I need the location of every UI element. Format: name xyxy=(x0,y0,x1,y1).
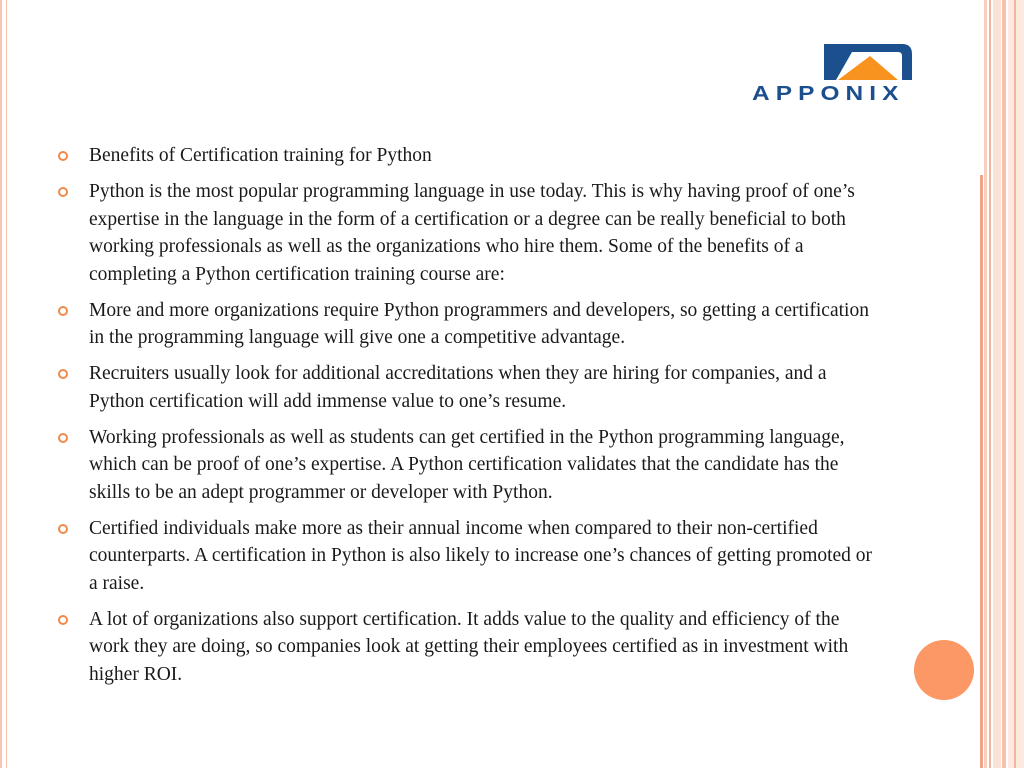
apponix-logo xyxy=(752,42,980,104)
stripe xyxy=(989,0,991,768)
list-item xyxy=(56,424,876,507)
bullet-list xyxy=(56,142,876,688)
circle-bullet-icon xyxy=(58,524,68,534)
list-item xyxy=(56,142,876,170)
list-item xyxy=(56,360,876,415)
decorative-circle xyxy=(914,640,974,700)
stripe xyxy=(1014,0,1016,768)
left-border-line xyxy=(6,0,7,768)
bullet-text: Recruiters usually look for additional accreditations when they are hiring for companies, and a Python certification will add immense value to one’s resume. xyxy=(89,363,827,412)
logo-mark-icon xyxy=(752,42,980,86)
circle-bullet-icon xyxy=(58,433,68,443)
logo-text: APPONIX xyxy=(752,83,905,105)
list-item xyxy=(56,606,876,689)
circle-bullet-icon xyxy=(58,306,68,316)
stripe xyxy=(984,0,987,768)
stripe xyxy=(1008,0,1024,768)
circle-bullet-icon xyxy=(58,151,68,161)
list-item xyxy=(56,515,876,598)
bullet-text: Benefits of Certification training for Python xyxy=(89,145,432,166)
list-item xyxy=(56,297,876,352)
right-decorative-stripes xyxy=(984,0,1024,768)
left-border-line xyxy=(0,0,2,768)
bullet-text: Working professionals as well as students can get certified in the Python programming language, which can be proof of one’s expertise. A Python certification validates that the candidate has the skills to be an adept programmer or developer with Python. xyxy=(89,426,845,503)
bullet-text: Python is the most popular programming language in use today. This is why having proof of one’s expertise in the language in the form of a certification or a degree can be really beneficial to both working professionals as well as the organizations who hire them. Some of the benefits of a completing a Python certification training course are: xyxy=(89,181,855,285)
circle-bullet-icon xyxy=(58,369,68,379)
circle-bullet-icon xyxy=(58,615,68,625)
stripe xyxy=(1002,0,1006,768)
circle-bullet-icon xyxy=(58,187,68,197)
slide-content xyxy=(56,142,876,697)
stripe-accent xyxy=(980,175,983,768)
bullet-text: Certified individuals make more as their annual income when compared to their non-certified counterparts. A certification in Python is also likely to increase one’s chances of getting promoted or a raise. xyxy=(89,517,873,594)
stripe xyxy=(993,0,1001,768)
bullet-text: More and more organizations require Python programmers and developers, so getting a certification in the programming language will give one a competitive advantage. xyxy=(89,299,869,348)
list-item xyxy=(56,178,876,288)
bullet-text: A lot of organizations also support certification. It adds value to the quality and efficiency of the work they are doing, so companies look at getting their employees certified as in investment with higher ROI. xyxy=(89,608,849,685)
